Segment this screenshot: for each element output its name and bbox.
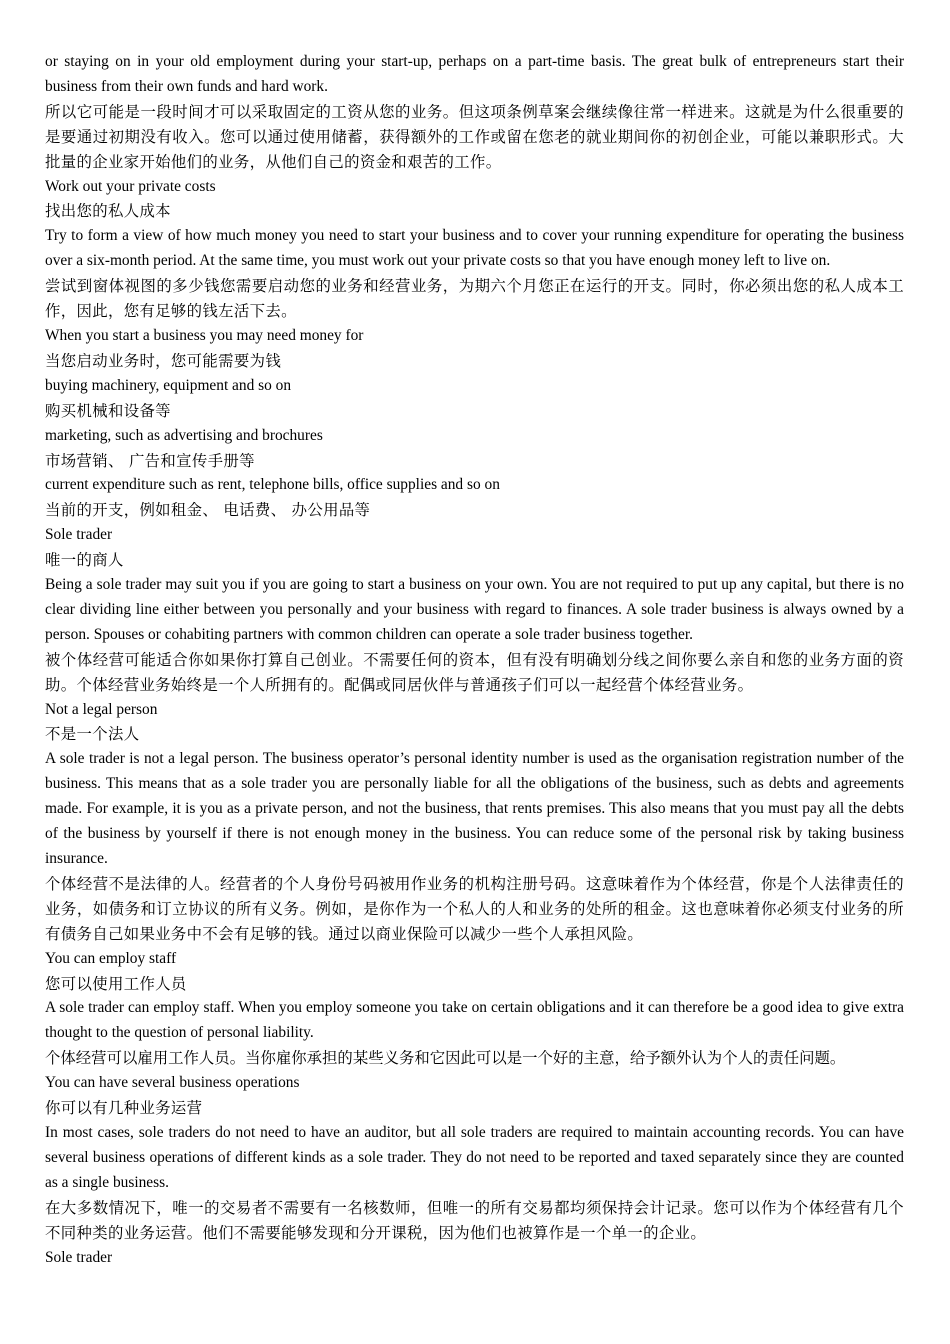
heading-zh: 不是一个法人: [45, 725, 140, 744]
paragraph-en: Try to form a view of how much money you need to start your business and to cover your running expenditure for operating the business over a six-month period. At the same time, you must work out your private costs so that you have enough money left to live on.: [45, 227, 904, 270]
heading-en: Sole trader: [45, 526, 113, 544]
heading-zh: 您可以使用工作人员: [45, 974, 187, 993]
paragraph-zh: 在大多数情况下，唯一的交易者不需要有一名核数师，但唯一的所有交易都均须保持会计记录。您可以作为个体经营有几个不同种类的业务运营。他们不需要能够发现和分开课税，因为他们也被算作是一个单一的企业。: [45, 1198, 904, 1242]
paragraph-zh: 被个体经营可能适合你如果你打算自己创业。不需要任何的资本，但有没有明确划分线之间你要么亲自和您的业务方面的资助。个体经营业务始终是一个人所拥有的。配偶或同居伙伴与普通孩子们可以一起经营个体经营业务。: [45, 650, 904, 694]
document-page: [45, 50, 904, 1270]
paragraph-en: A sole trader can employ staff. When you employ someone you take on certain obligations and it can therefore be a good idea to give extra thought to the question of personal liability.: [45, 999, 904, 1042]
paragraph-en: or staying on in your old employment during your start-up, perhaps on a part-time basis. The great bulk of entrepreneurs start their business from their own funds and hard work.: [45, 53, 904, 95]
paragraph-zh: 所以它可能是一段时间才可以采取固定的工资从您的业务。但这项条例草案会继续像往常一样进来。这就是为什么很重要的是要通过初期没有收入。您可以通过使用储蓄，获得额外的工作或留在您老的就业期间你的初创企业，可能以兼职形式。大批量的企业家开始他们的业务，从他们自己的资金和艰苦的工作。: [45, 102, 904, 171]
heading-en: current expenditure such as rent, telephone bills, office supplies and so on: [45, 476, 500, 494]
heading-zh: 你可以有几种业务运营: [45, 1099, 203, 1118]
paragraph-en: Being a sole trader may suit you if you are going to start a business on your own. You are not required to put up any capital, but there is no clear dividing line either between you personally and your business with regard to finances. A sole trader business is always owned by a person. Spouses or cohabiting partners with common children can operate a sole trader business together.: [45, 576, 904, 643]
heading-zh: 当您启动业务时，您可能需要为钱: [45, 351, 282, 370]
heading-en: Not a legal person: [45, 700, 158, 718]
paragraph-zh: 个体经营不是法律的人。经营者的个人身份号码被用作业务的机构注册号码。这意味着作为个体经营，你是个人法律责任的业务，如债务和订立协议的所有义务。例如，是你作为一个私人的人和业务的处所的租金。这也意味着你必须支付业务的所有债务自己如果业务中不会有足够的钱。通过以商业保险可以减少一些个人承担风险。: [45, 874, 904, 943]
heading-zh: 当前的开支，例如租金、 电话费、 办公用品等: [45, 501, 371, 520]
heading-zh: 购买机械和设备等: [45, 401, 171, 420]
heading-en: You can employ staff: [45, 949, 177, 967]
paragraph-en: In most cases, sole traders do not need to have an auditor, but all sole traders are required to maintain accounting records. You can have several business operations of different kinds as a sole trader. They do not need to be reported and taxed separately since they are counted as a single business.: [45, 1123, 904, 1191]
paragraph-zh: 个体经营可以雇用工作人员。当你雇你承担的某些义务和它因此可以是一个好的主意，给予额外认为个人的责任问题。: [45, 1049, 846, 1068]
heading-zh: 唯一的商人: [45, 551, 124, 570]
heading-en: marketing, such as advertising and brochures: [45, 426, 323, 444]
heading-en: Sole trader: [45, 1248, 113, 1266]
heading-zh: 找出您的私人成本: [45, 202, 171, 221]
heading-en: Work out your private costs: [45, 177, 216, 195]
heading-zh: 市场营销、 广告和宣传手册等: [45, 451, 255, 470]
heading-en: When you start a business you may need money for: [45, 326, 364, 344]
heading-en: You can have several business operations: [45, 1074, 300, 1092]
heading-en: buying machinery, equipment and so on: [45, 376, 292, 394]
paragraph-zh: 尝试到窗体视图的多少钱您需要启动您的业务和经营业务，为期六个月您正在运行的开支。同时，你必须出您的私人成本工作，因此，您有足够的钱左活下去。: [45, 277, 904, 321]
paragraph-en: A sole trader is not a legal person. The business operator’s personal identity number is used as the organisation registration number of the business. This means that as a sole trader you are personally liable for all the obligations of the business, such as debts and agreements made. For example, it is you as a private person, and not the business, that rents premises. This also means that you must pay all the debts of the business by yourself if there is not enough money in the business. You can reduce some of the personal risk by taking business insurance.: [45, 750, 904, 867]
